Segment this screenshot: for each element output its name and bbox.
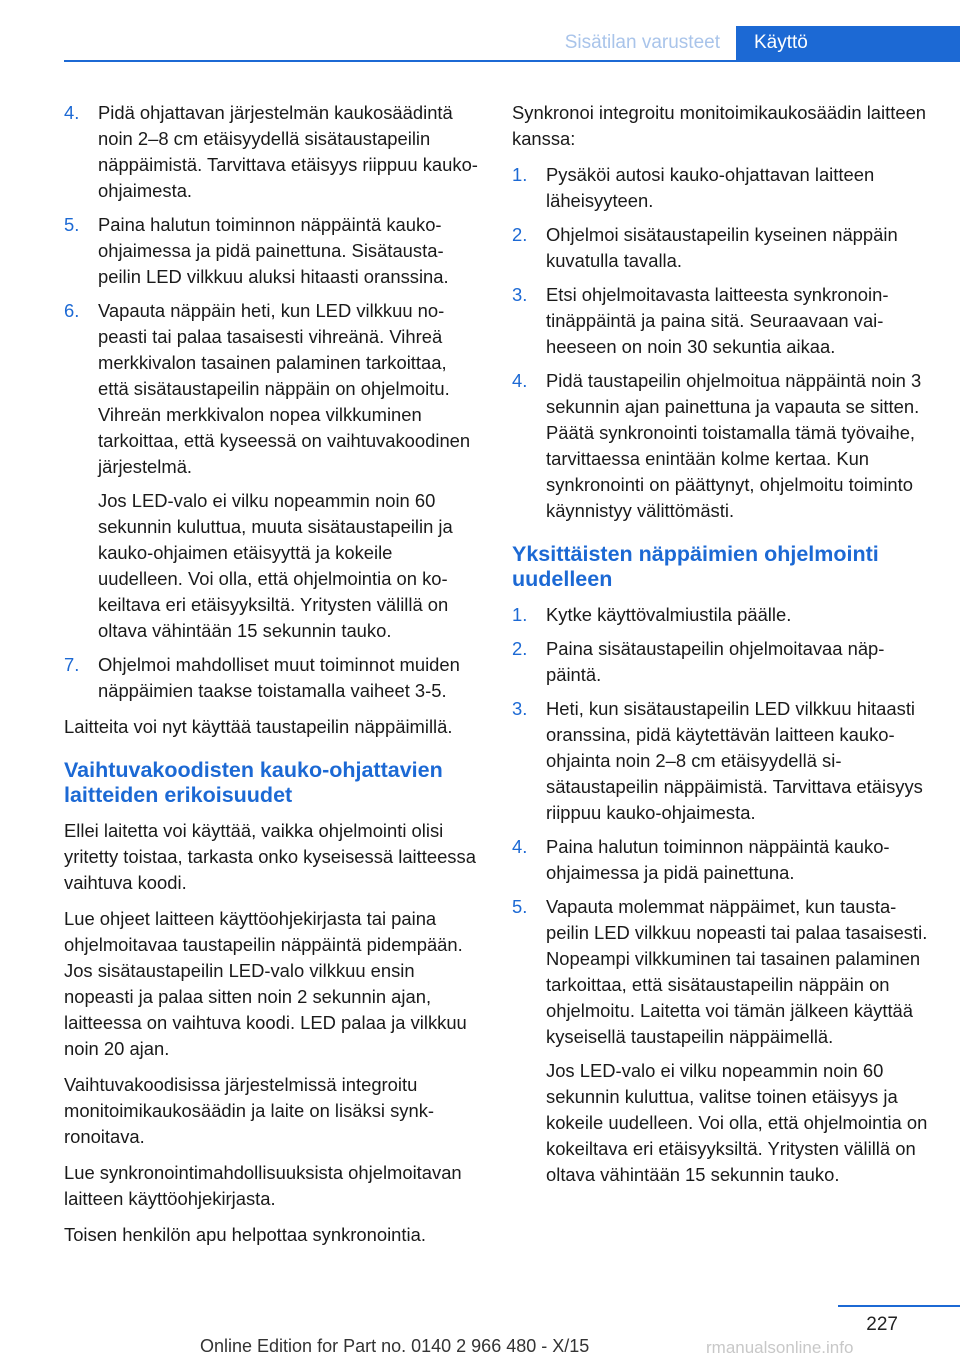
list-item xyxy=(64,298,480,644)
step-number: 1. xyxy=(512,604,528,625)
page-number: 227 xyxy=(866,1314,898,1335)
step-number: 2. xyxy=(512,638,528,659)
header-chapter-tab: Käyttö xyxy=(736,26,960,62)
step-text: Paina halutun toiminnon näppäintä kauko-ohjaimessa ja pidä painettuna. xyxy=(546,836,890,883)
step-number: 5. xyxy=(64,214,80,235)
list-item xyxy=(512,282,930,360)
list-item xyxy=(512,636,930,688)
step-text: Vapauta molemmat näppäimet, kun taustapeilin LED vilkkuu nopeasti tai palaa tasaisesti. Nopeampi vilkkuminen tai tasainen palaminen tarkoittaa, että sisätaustapeilin näppäin on ohjelmoitu. Laitetta voi tämän jälkeen käyttää kyseisellä taustapeilin näppäimellä. xyxy=(546,896,928,1047)
reprogram-step-list xyxy=(512,602,930,1188)
header-section-title: Sisätilan varusteet xyxy=(564,32,720,53)
step-number: 3. xyxy=(512,698,528,719)
paragraph: Synkronoi integroitu monitoimikaukosäädin laitteen kanssa: xyxy=(512,102,927,149)
list-item xyxy=(512,162,930,214)
sync-step-list xyxy=(512,162,930,524)
step-text: Pidä ohjattavan järjestelmän kaukosäädintä noin 2–8 cm etäisyydellä sisätaustapeilin näppäimistä. Tarvittava etäisyys riippuu kauko-ohjaimesta. xyxy=(98,102,478,201)
paragraph: Lue synkronointimahdollisuuksista ohjelmoitavan laitteen käyttöohjekirjasta. xyxy=(64,1162,462,1209)
list-item xyxy=(512,834,930,886)
step-text: Pidä taustapeilin ohjelmoitua näppäintä noin 3 sekunnin ajan painettuna ja vapauta se sitten. Päätä synkronointi toistamalla tämä työvaihe, tarvittaessa enintään kolme kertaa. Kun synkronointi on päättynyt, ohjelmoitu toiminto käynnistyy välittömästi. xyxy=(546,370,922,521)
step-text: Heti, kun sisätaustapeilin LED vilkkuu hitaasti oranssina, pidä käytettävän laitteen kauko-ohjainta noin 2–8 cm etäisyydellä sisätaustapeilin näppäimistä. Tarvittava etäisyys riippuu kauko-ohjaimesta. xyxy=(546,698,923,823)
list-item xyxy=(512,602,930,628)
paragraph: Lue ohjeet laitteen käyttöohjekirjasta tai paina ohjelmoitavaa taustapeilin näppäintä pidempään. Jos sisätaustapeilin LED-valo vilkkuu ensin nopeasti ja palaa sitten noin 2 sekunnin ajan, laitteessa on vaihtuva koodi. LED palaa ja vilkkuu noin 20 ajan. xyxy=(64,908,467,1059)
step-text: Paina halutun toiminnon näppäintä kauko-ohjaimessa ja pidä painettuna. Sisätaustapeilin LED vilkkuu aluksi hitaasti oranssina. xyxy=(98,214,449,287)
list-item xyxy=(512,696,930,826)
step-text: Paina sisätaustapeilin ohjelmoitavaa näppäintä. xyxy=(546,638,885,685)
step-text: Etsi ohjelmoitavasta laitteesta synkronointinäppäintä ja paina sitä. Seuraavaan vaiheeseen on noin 30 sekuntia aikaa. xyxy=(546,284,889,357)
step-text: Ohjelmoi mahdolliset muut toiminnot muiden näppäimien taakse toistamalla vaiheet 3-5. xyxy=(98,654,460,701)
step-text: Kytke käyttövalmiustila päälle. xyxy=(546,604,792,625)
step-number: 7. xyxy=(64,654,80,675)
section-heading: Yksittäisten näppäimien ohjelmointi uudelleen xyxy=(512,542,879,591)
left-column xyxy=(64,100,480,1258)
left-step-list xyxy=(64,100,480,704)
list-item xyxy=(64,100,480,204)
paragraph: Laitteita voi nyt käyttää taustapeilin näppäimillä. xyxy=(64,716,453,737)
step-text: Ohjelmoi sisätaustapeilin kyseinen näppäin kuvatulla tavalla. xyxy=(546,224,898,271)
section-heading: Vaihtuvakoodisten kauko-ohjattavien laitteiden erikoisuudet xyxy=(64,758,443,807)
list-item xyxy=(512,222,930,274)
list-item xyxy=(512,894,930,1188)
header-rule xyxy=(64,60,960,62)
list-item xyxy=(512,368,930,524)
step-number: 2. xyxy=(512,224,528,245)
step-text: Pysäköi autosi kauko-ohjattavan laitteen läheisyyteen. xyxy=(546,164,875,211)
step-note: Jos LED-valo ei vilku nopeammin noin 60 sekunnin kuluttua, muuta sisätaustapeilin ja kauko-ohjaimen etäisyyttä ja kokeile uudelleen. Voi olla, että ohjelmointia on kokeiltava eri etäisyyksiltä. Yritysten välillä on oltava vähintään 15 sekunnin tauko. xyxy=(98,490,453,641)
list-item xyxy=(64,652,480,704)
right-column xyxy=(512,100,930,1198)
step-note: Jos LED-valo ei vilku nopeammin noin 60 sekunnin kuluttua, valitse toinen etäisyys ja kokeile uudelleen. Voi olla, että ohjelmointia on kokeiltava eri etäisyyksiltä. Yritysten välillä on oltava vähintään 15 sekunnin tauko. xyxy=(546,1060,928,1185)
step-number: 4. xyxy=(512,836,528,857)
step-number: 6. xyxy=(64,300,80,321)
step-number: 3. xyxy=(512,284,528,305)
step-number: 5. xyxy=(512,896,528,917)
paragraph: Ellei laitetta voi käyttää, vaikka ohjelmointi olisi yritetty toistaa, tarkasta onko kyseisessä laitteessa vaihtuva koodi. xyxy=(64,820,476,893)
paragraph: Vaihtuvakoodisissa järjestelmissä integroitu monitoimikaukosäädin ja laite on lisäksi synkronoitava. xyxy=(64,1074,435,1147)
watermark: rmanualsonline.info xyxy=(706,1338,854,1357)
step-number: 4. xyxy=(512,370,528,391)
edition-note: Online Edition for Part no. 0140 2 966 480 - X/15 xyxy=(200,1336,590,1356)
paragraph: Toisen henkilön apu helpottaa synkronointia. xyxy=(64,1224,426,1245)
footer-rule xyxy=(838,1305,960,1307)
list-item xyxy=(64,212,480,290)
step-number: 4. xyxy=(64,102,80,123)
step-text: Vapauta näppäin heti, kun LED vilkkuu nopeasti tai palaa tasaisesti vihreänä. Vihreä merkkivalon tasainen palaminen tarkoittaa, että sisätaustapeilin näppäin on ohjelmoitu. Vihreän merkkivalon nopea vilkkuminen tarkoittaa, että kyseessä on vaihtuvakoodinen järjestelmä. xyxy=(98,300,471,477)
step-number: 1. xyxy=(512,164,528,185)
